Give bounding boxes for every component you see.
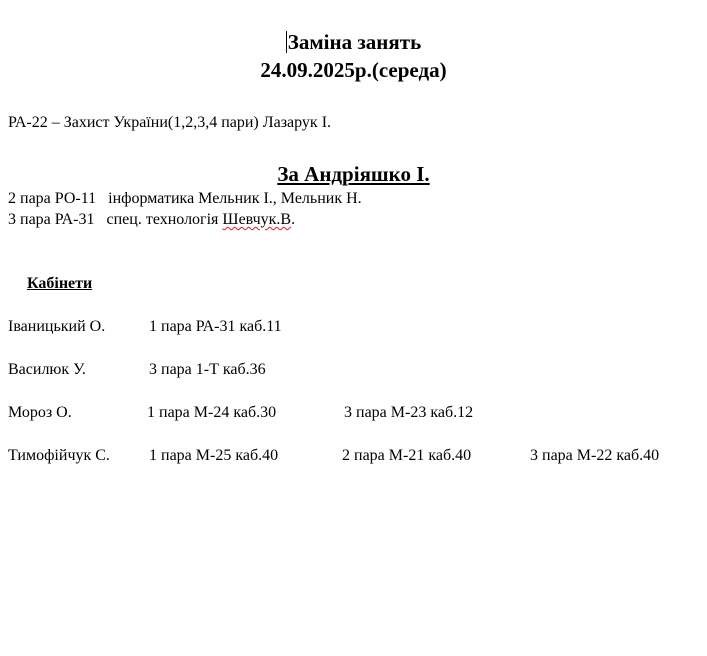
room-teacher: Мороз О. — [8, 404, 72, 421]
room-entry: 2 пара М-21 каб.40 — [342, 447, 472, 464]
room-teacher: Василюк У. — [8, 361, 86, 378]
replacement-row — [8, 210, 295, 230]
title-text: Заміна занять — [287, 30, 422, 54]
replacement-subject: спец. технологія — [106, 211, 219, 228]
room-row — [0, 317, 707, 337]
rooms-heading: Кабінети — [27, 275, 93, 292]
replacement-end: . — [291, 211, 296, 228]
room-teacher: Тимофійчук С. — [8, 447, 110, 464]
replacement-heading-text: За Андріяшко І. — [277, 162, 430, 186]
room-row — [0, 446, 707, 466]
room-entry: 1 пара М-25 каб.40 — [149, 447, 279, 464]
replacement-row — [8, 189, 362, 209]
room-entry: 1 пара РА-31 каб.11 — [149, 318, 282, 335]
room-row — [0, 403, 707, 423]
replacement-heading — [0, 162, 707, 186]
room-entry: 1 пара М-24 каб.30 — [147, 404, 277, 421]
document-title — [0, 30, 707, 54]
document-date: 24.09.2025р.(середа) — [260, 58, 447, 82]
replacement-group: РА-31 — [54, 211, 95, 228]
room-row — [0, 360, 707, 380]
room-entry: 3 пара М-22 каб.40 — [530, 447, 660, 464]
room-entry: 3 пара 1-Т каб.36 — [149, 361, 266, 378]
replacement-group: РО-11 — [54, 190, 97, 207]
replacement-pair: 3 пара — [8, 211, 51, 228]
room-entry: 3 пара М-23 каб.12 — [344, 404, 474, 421]
replacement-pair: 2 пара — [8, 190, 51, 207]
room-teacher: Іваницький О. — [8, 318, 106, 335]
replacement-subject: інформатика Мельник І., Мельник Н. — [108, 190, 362, 207]
replacement-teacher: Шевчук.В — [222, 211, 292, 228]
note-line: РА-22 – Захист України(1,2,3,4 пари) Лазарук І. — [8, 114, 332, 131]
text-cursor — [286, 31, 287, 53]
